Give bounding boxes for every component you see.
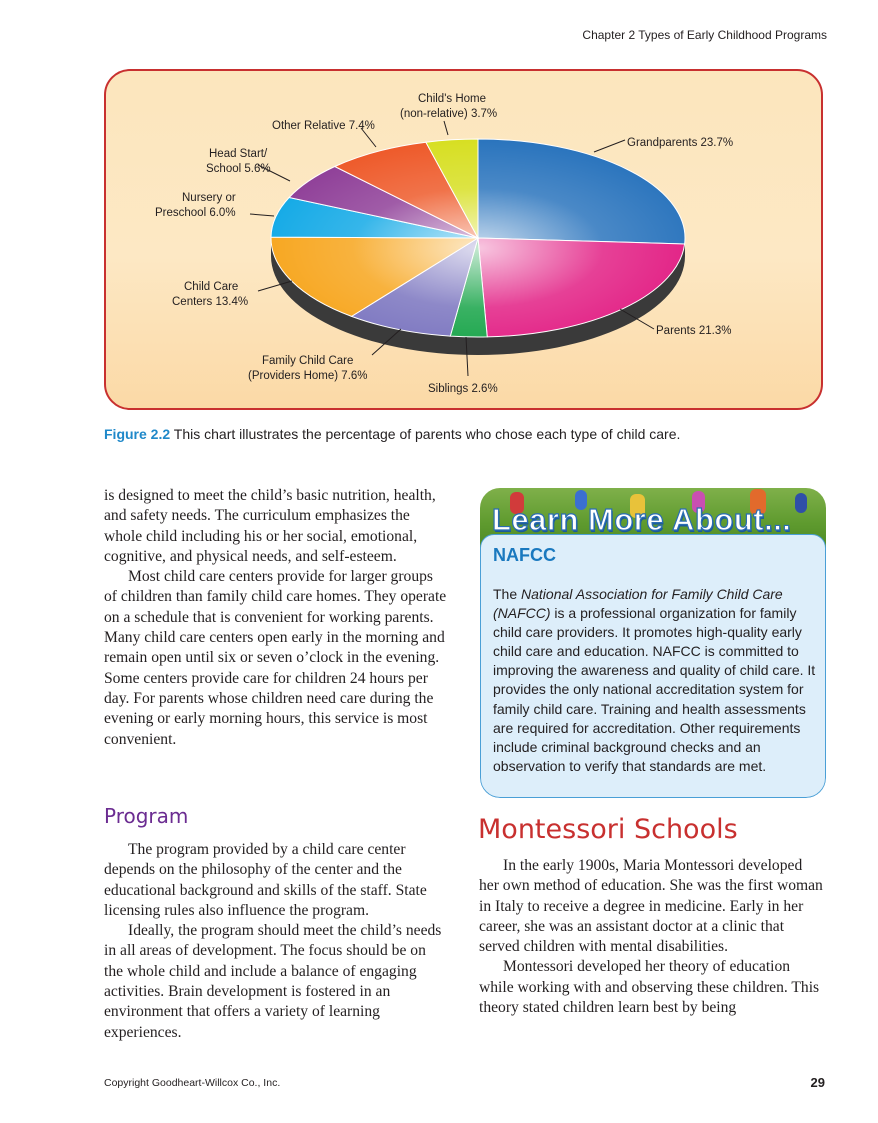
paragraph: In the early 1900s, Maria Montessori developed her own method of education. She was the first woman in Italy to receive a degree in medicine. Early in her career, she was an assistant doctor at a clinic that served children with mental disabilities. [479, 857, 823, 956]
label-grandparents: Grandparents 23.7% [627, 137, 734, 149]
program-heading: Program [104, 804, 189, 828]
figure-caption [104, 426, 844, 442]
figure-caption-text: This chart illustrates the percentage of parents who chose each type of child care. [170, 426, 681, 442]
sidebar-text-post: is a professional organization for family child care providers. It promotes high-quality early child care and education. NAFCC is committed to improving the awareness and quality of child care. It provides the only national accreditation system for family child care. Training and health assessments are required for accreditation. Other requirements include criminal background checks and an observation to verify that standards are met. [493, 605, 816, 774]
label-nursery-line2: Preschool 6.0% [155, 207, 236, 219]
label-family-line2: (Providers Home) 7.6% [248, 370, 368, 382]
sidebar-body [480, 534, 826, 798]
label-nursery-line1: Nursery or [182, 192, 236, 204]
paragraph: Most child care centers provide for larger groups of children than family child care homes. They operate on a schedule that is convenient for working parents. Many child care centers open early in the morning and remain open until six or seven o’clock in the evening. Some centers provide care for children 24 hours per day. For parents whose children need care during the evening or early morning hours, this service is most convenient. [104, 568, 447, 748]
pie-chart-panel [104, 69, 823, 410]
label-headstart-line2: School 5.6% [206, 163, 271, 175]
sidebar-text-pre: The [493, 586, 522, 602]
montessori-text [479, 856, 825, 1018]
label-siblings: Siblings 2.6% [428, 383, 498, 395]
paragraph: Montessori developed her theory of education while working with and observing these children. This theory stated children learn best by being [479, 958, 820, 1017]
sidebar-text-italic: National Association for Family Child Care (NAFCC) [493, 586, 783, 622]
label-centers-line2: Centers 13.4% [172, 296, 249, 308]
paragraph: Ideally, the program should meet the child’s needs in all areas of development. The focus should be on the whole child and include a balance of engaging activities. Brain development is fostered in an environment that offers a variety of learning experiences. [104, 922, 442, 1041]
leader-nursery [250, 214, 274, 216]
label-headstart-line1: Head Start/ [209, 148, 268, 160]
figure-label: Figure 2.2 [104, 426, 171, 442]
leader-grandparents [594, 140, 625, 152]
paragraph: is designed to meet the child’s basic nutrition, health, and safety needs. The curriculum emphasizes the whole child including his or her social, emotional, cognitive, and physical needs, and self-esteem. [104, 487, 436, 565]
label-parents: Parents 21.3% [656, 325, 732, 337]
label-other: Other Relative 7.4% [272, 120, 375, 132]
label-family-line1: Family Child Care [262, 355, 354, 367]
sidebar-text [493, 585, 819, 776]
montessori-heading: Montessori Schools [478, 814, 738, 845]
label-centers-line1: Child Care [184, 281, 239, 293]
left-column-text [104, 486, 448, 750]
label-childhome-line1: Child's Home [418, 93, 487, 105]
pie-chart [106, 71, 823, 410]
paragraph: The program provided by a child care center depends on the philosophy of the center and the educational background and skills of the staff. State licensing rules also influence the program. [104, 841, 427, 919]
copyright: Copyright Goodheart-Willcox Co., Inc. [104, 1077, 281, 1089]
learn-more-sidebar [480, 488, 826, 798]
page-number: 29 [810, 1075, 825, 1090]
leader-childhome [444, 121, 448, 135]
sidebar-title: Learn More About... [492, 502, 792, 537]
label-childhome-line2: (non-relative) 3.7% [400, 108, 498, 120]
sidebar-heading: NAFCC [493, 545, 556, 565]
running-head: Chapter 2 Types of Early Childhood Programs [582, 28, 827, 42]
program-text [104, 840, 448, 1043]
pie-highlight [271, 139, 685, 337]
pie-slices [271, 139, 685, 337]
